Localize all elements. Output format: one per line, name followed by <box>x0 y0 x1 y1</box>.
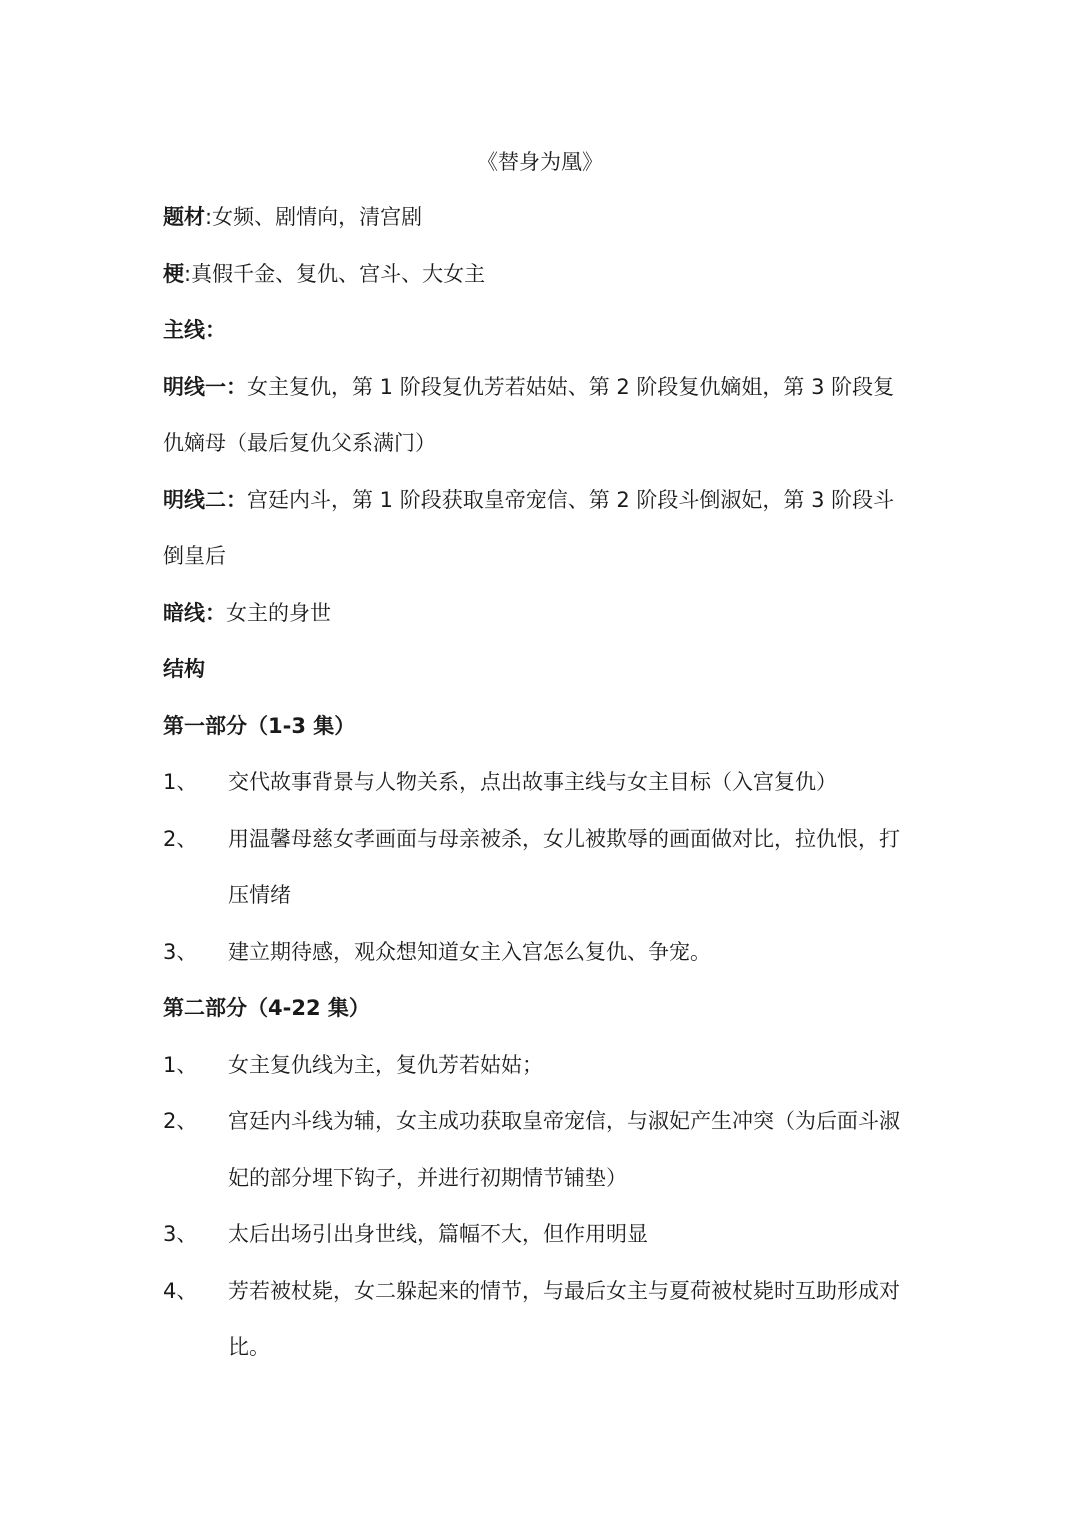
part1-item-1-text: 交代故事背景与人物关系，点出故事主线与女主目标（入宫复仇） <box>228 770 837 794</box>
genre-separator: : <box>205 205 213 229</box>
part1-heading: 第一部分（1-3 集） <box>163 714 356 738</box>
hook-line <box>163 257 923 291</box>
part2-item-1-text: 女主复仇线为主，复仇芳若姑姑； <box>228 1053 543 1077</box>
genre-label: 题材 <box>163 205 205 229</box>
line2-continuation: 倒皇后 <box>163 544 226 568</box>
mainline-heading: 主线： <box>163 318 226 342</box>
line1-row <box>163 370 923 404</box>
part2-item-4-number: 4、 <box>163 1279 198 1303</box>
line1-label: 明线一： <box>163 375 247 399</box>
hidden-line-label: 暗线： <box>163 601 226 625</box>
hook-label: 梗 <box>163 262 184 286</box>
part2-item-3-text: 太后出场引出身世线，篇幅不大，但作用明显 <box>228 1222 648 1246</box>
part2-item-4-text: 芳若被杖毙，女二躲起来的情节，与最后女主与夏荷被杖毙时互助形成对 <box>228 1279 900 1303</box>
part2-item-4-continuation: 比。 <box>228 1335 270 1359</box>
genre-line <box>163 200 923 234</box>
part2-item-2-continuation: 妃的部分埋下钩子，并进行初期情节铺垫） <box>228 1166 627 1190</box>
part1-item-3-text: 建立期待感，观众想知道女主入宫怎么复仇、争宠。 <box>228 940 711 964</box>
structure-heading: 结构 <box>163 657 205 681</box>
hidden-line-row <box>163 596 923 630</box>
part2-heading: 第二部分（4-22 集） <box>163 996 370 1020</box>
hook-separator: : <box>184 262 192 286</box>
part2-item-2-number: 2、 <box>163 1109 198 1133</box>
hook-value: 真假千金、复仇、宫斗、大女主 <box>191 262 486 286</box>
line2-row <box>163 483 923 517</box>
hidden-line-value: 女主的身世 <box>226 601 331 625</box>
part2-item-2-text: 宫廷内斗线为辅，女主成功获取皇帝宠信，与淑妃产生冲突（为后面斗淑 <box>228 1109 900 1133</box>
document-title: 《替身为凰》 <box>477 150 603 174</box>
part1-item-3-number: 3、 <box>163 940 198 964</box>
line2-text: 宫廷内斗，第 1 阶段获取皇帝宠信、第 2 阶段斗倒淑妃，第 3 阶段斗 <box>247 488 895 512</box>
line1-continuation: 仇嫡母（最后复仇父系满门） <box>163 431 436 455</box>
part2-item-3-number: 3、 <box>163 1222 198 1246</box>
part1-item-2-continuation: 压情绪 <box>228 883 291 907</box>
part1-item-2-text: 用温馨母慈女孝画面与母亲被杀，女儿被欺辱的画面做对比，拉仇恨，打 <box>228 827 900 851</box>
line1-text: 女主复仇，第 1 阶段复仇芳若姑姑、第 2 阶段复仇嫡姐，第 3 阶段复 <box>247 375 895 399</box>
part2-item-1-number: 1、 <box>163 1053 198 1077</box>
line2-label: 明线二： <box>163 488 247 512</box>
part1-item-2-number: 2、 <box>163 827 198 851</box>
part1-item-1-number: 1、 <box>163 770 198 794</box>
genre-value: 女频、剧情向，清宫剧 <box>212 205 423 229</box>
